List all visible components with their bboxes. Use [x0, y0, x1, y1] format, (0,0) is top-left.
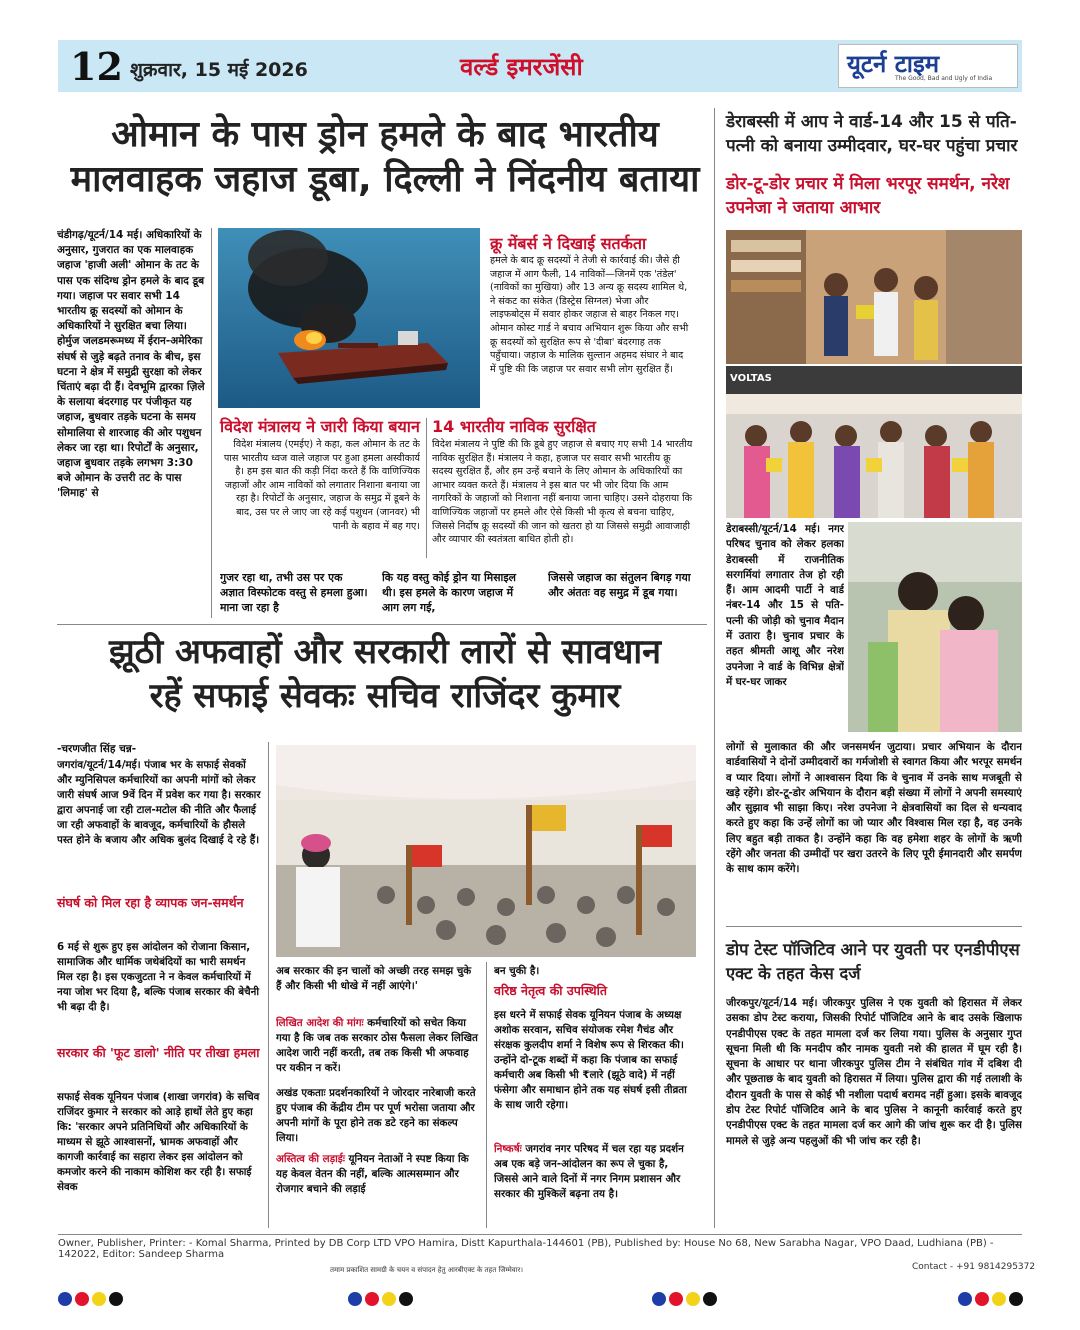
registration-dot-yellow	[92, 1292, 106, 1306]
registration-dot-yellow	[992, 1292, 1006, 1306]
conclusion-label: निष्कर्षः	[494, 1143, 522, 1155]
mea-text: विदेश मंत्रालय (एमईए) ने कहा, कल ओमान के तट के पास भारतीय ध्वज वाले जहाज पर हुआ हमला अस्वीकार्य है। हम इस बात की कड़ी निंदा करते हैं कि वाणिज्यिक जहाजों और आम नाविकों को लगातार निशाना बनाया जा रहा है। रिपोर्टों के अनुसार, जहाज के समुद्र में डूबने के बाद, उस पर ले जाए जा रहे कई पशुधन (जानवर) भी पानी के बहाव में बह गए।	[223, 439, 420, 532]
registration-dot-black	[109, 1292, 123, 1306]
sailors-safe-text: विदेश मंत्रालय ने पुष्टि की कि डूबे हुए जहाज से बचाए गए सभी 14 भारतीय नाविक सुरक्षित हैं। मंत्रालय ने कहा, हजाज पर सवार सभी भारतीय क्रू सदस्य सुरक्षित हैं, और हम उन्हें बचाने के लिए ओमान के अधिकारियों का आभार व्यक्त करते हैं। मंत्रालय ने इस बात पर भी जोर दिया कि आम नागरिकों के जहाजों को निशाना नहीं बनाया जाना चाहिए। उसने दोहराया कि वाणिज्यिक जहाजों पर हमले और ऐसे किसी भी कृत्य से बचना चाहिए, जिससे निर्दोष क्रू सदस्यों की जान को खतरा हो या जिससे समुद्री आवाजाही और व्यापार की स्वतंत्रता बाधित होती हो।	[432, 439, 693, 546]
story3-wide-text: लोगों से मुलाकात की और जनसमर्थन जुटाया। प्रचार अभियान के दौरान वार्डवासियों ने दोनों उम्मीदवारों का गर्मजोशी से स्वागत किया और भरपूर समर्थन व प्यार दिया। लोगों ने आश्वासन दिया कि वे चुनाव में उनके साथ मजबूती से खड़े रहेंगे। डोर-टू-डोर अभियान के दौरान बड़ी संख्या में लोगों ने अपनी समस्याएं और सुझाव भी साझा किए। नरेश उपनेजा ने क्षेत्रवासियों का दिल से धन्यवाद करते हुए कहा कि उन्हें लोगों का जो प्यार और विश्वास मिल रहा है, वह उनके लिए बहुत बड़ी ताकत है। उन्होंने कहा कि वह हमेशा शहर के लोगों के ऋणी रहेंगे और जनता की उम्मीदों पर खरा उतरने के लिए पूरी ईमानदारी और समर्पण के साथ काम करेंगे।	[726, 741, 1022, 876]
campaign-photo-2	[726, 366, 1022, 518]
story1-lead-text: चंडीगढ़/यूटर्न/14 मई। अधिकारियों के अनुसार, गुजरात का एक मालवाहक जहाज 'हाजी अली' ओमान के तट के पास एक संदिग्ध ड्रोन हमले के बाद डूब गया। जहाज पर सवार सभी 14 भारतीय क्रू सदस्यों को ओमान के अधिकारियों ने सुरक्षित बचा लिया। होर्मुज जलडमरूमध्य में ईरान-अमेरिका संघर्ष से जुड़े बढ़ते तनाव के बीच, इस घटना ने क्षेत्र में समुद्री सुरक्षा को लेकर चिंताएं बढ़ा दी हैं। देवभूमि द्वारका ज़िले के सलाया बंदरगाह पर पंजीकृत यह जहाज, बुधवार तड़के घटना के समय सोमालिया से शारजाह की ओर पशुधन लेकर जा रहा था। रिपोर्टों के अनुसार, जहाज बुधवार तड़के लगभग 3:30 बजे ओमान के उत्तरी तट के पास 'लिमाह' से	[57, 229, 205, 500]
written-order-label: लिखित आदेश की मांगः	[276, 1017, 364, 1029]
story2-headline: झूठी अफवाहों और सरकारी लारों से सावधान रहें सफाई सेवकः सचिव राजिंदर कुमार	[108, 632, 662, 716]
ship-fire-photo	[218, 228, 480, 408]
registration-dot-red	[365, 1292, 379, 1306]
registration-dot-yellow	[686, 1292, 700, 1306]
registration-dot-yellow	[382, 1292, 396, 1306]
story2-conclusion	[494, 1142, 696, 1230]
footer-rule	[58, 1234, 1022, 1235]
voltas-sign: VOLTAS	[730, 373, 772, 384]
crew-text: हमले के बाद क्रू सदस्यों ने तेजी से कार्रवाई की। जैसे ही जहाज में आग फैली, 14 नाविकों—जिनमें एक 'तंडेल' (नाविकों का मुखिया) और 13 अन्य क्रू सदस्य शामिल थे, ने संकट का संकेत (डिस्ट्रेस सिग्नल) भेजा और लाइफबोट्स में सवार होकर जहाज से बाहर निकल गए। ओमान कोस्ट गार्ड ने बचाव अभियान शुरू किया और सभी क्रू सदस्यों को सुरक्षित रूप से 'दीबा' बंदरगाह तक पहुँचाया। जहाज के मालिक सुल्तान अहमद संघार ने बाद में पुष्टि की कि जहाज पर सवार सभी लोग सुरक्षित हैं।	[490, 255, 689, 375]
issue-date: शुक्रवार, 15 मई 2026	[130, 59, 308, 81]
story2-byline: -चरणजीत सिंह चन्न-	[57, 743, 137, 755]
registration-dot-blue	[58, 1292, 72, 1306]
story2-existence	[276, 1152, 480, 1228]
logo-tagline: The Good, Bad and Ugly of India	[895, 75, 993, 82]
story1-cont-1: गुजर रहा था, तभी उस पर एक अज्ञात विस्फोटक वस्तु से हमला हुआ। माना जा रहा है	[220, 571, 368, 614]
story2-para-2: 6 मई से शुरू हुए इस आंदोलन को रोजाना किसान, सामाजिक और धार्मिक जथेबंदियों का भारी समर्थन मिल रहा है। इस एकजुटता ने न केवल कर्मचारियों में नया जोश भर दिया है, बल्कि पंजाब सरकार की बेचैनी भी बढ़ा दी है।	[57, 941, 259, 1013]
existence-text: यूनियन नेताओं ने स्पष्ट किया कि यह केवल वेतन की नहीं, बल्कि आत्मसम्मान और रोजगार बचाने की लड़ाई	[276, 1153, 469, 1195]
story-divider	[57, 624, 707, 625]
story2-para-1: जगरांव/यूटर्न/14/मई। पंजाब भर के सफाई सेवकों और म्युनिसिपल कर्मचारियों का अपनी मांगों को लेकर जारी संघर्ष आज 9वें दिन में प्रवेश कर गया है। सरकार द्वारा अपनाई जा रही टाल-मटोल की नीति और फैलाई जा रही अफवाहों के बावजूद, कर्मचारियों के हौसले पस्त होने के बजाय और अधिक बुलंद दिखाई दे रहे हैं।	[57, 759, 261, 846]
registration-dot-black	[1009, 1292, 1023, 1306]
story2-subhead-2: सरकार की 'फूट डालो' नीति पर तीखा हमला	[57, 1045, 260, 1060]
campaign-photo-3	[848, 522, 1022, 732]
story2-unity: अखंड एकताः प्रदर्शनकारियों ने जोरदार नारेबाजी करते हुए पंजाब की केंद्रीय टीम पर पूर्ण भरोसा जताया और अपनी मांगों के पूरा होने तक डटे रहने का संकल्प लिया।	[276, 1087, 476, 1144]
page-number: 12	[70, 44, 123, 89]
page-column-divider	[714, 108, 715, 1228]
registration-dot-blue	[652, 1292, 666, 1306]
registration-dot-blue	[348, 1292, 362, 1306]
registration-dot-blue	[958, 1292, 972, 1306]
mea-heading: विदेश मंत्रालय ने जारी किया बयान	[220, 417, 420, 436]
story4-body: जीरकपुर/यूटर्न/14 मई। जीरकपुर पुलिस ने एक युवती को हिरासत में लेकर उसका डोप टेस्ट कराया, जिसकी रिपोर्ट पॉजिटिव आने के बाद उसके खिलाफ एनडीपीएस एक्ट के तहत मामला दर्ज कर लिया गया। पुलिस के अनुसार गुप्त सूचना मिली थी कि मनदीप कौर नामक युवती नशे की हालत में घूम रही है। सूचना के आधार पर थाना जीरकपुर पुलिस टीम ने संबंधित गांव में दबिश दी और पूछताछ के बाद युवती को हिरासत में लिया। पुलिस द्वारा की गई तलाशी के दौरान युवती के पास से कोई भी नशीला पदार्थ बरामद नहीं हुआ। इसके बावजूद डोप टेस्ट रिपोर्ट पॉजिटिव आने के बाद पुलिस ने कानूनी कार्रवाई करते हुए एनडीपीएस एक्ट के तहत मामला दर्ज कर आगे की जांच शुरू कर दी है। पुलिस मामले से जुड़े अन्य पहलुओं की भी जांच कर रही है।	[726, 997, 1022, 1147]
column-divider	[211, 228, 212, 618]
story2-col3-lead: बन चुकी है।	[494, 965, 540, 977]
conclusion-text: जगरांव नगर परिषद में चल रहा यह प्रदर्शन अब एक बड़े जन-आंदोलन का रूप ले चुका है, जिससे आने वाले दिनों में नगर निगम प्रशासन और सरकार की मुश्किलें बढ़ना तय है।	[494, 1143, 684, 1200]
column-divider	[268, 742, 269, 1228]
story1-cont-3: जिससे जहाज का संतुलन बिगड़ गया और अंततः वह समुद्र में डूब गया।	[548, 571, 691, 599]
story3-narrow-text: डेराबस्सी/यूटर्न/14 मई। नगर परिषद चुनाव को लेकर हलका डेराबस्सी में राजनीतिक सरगर्मियां लगातार तेज हो रही हैं। आम आदमी पार्टी ने वार्ड नंबर-14 और 15 से पति-पत्नी की जोड़ी को चुनाव मैदान में उतारा है। चुनाव प्रचार के तहत श्रीमती आशू और नरेश उपनेजा ने वार्ड के विभिन्न क्षेत्रों में घर-घर जाकर	[726, 523, 844, 688]
story3-headline: डेराबस्सी में आप ने वार्ड-14 और 15 से पति-पत्नी को बनाया उम्मीदवार, घर-घर पहुंचा प्रचार	[726, 112, 1018, 156]
registration-dot-black	[399, 1292, 413, 1306]
newspaper-logo	[838, 44, 1018, 88]
story2-col2-para-1: अब सरकार की इन चालों को अच्छी तरह समझ चुके हैं और किसी भी धोखे में नहीं आएंगे।'	[276, 965, 472, 992]
sailors-safe-heading: 14 भारतीय नाविक सुरक्षित	[432, 417, 596, 436]
story2-subhead-1: संघर्ष को मिल रहा है व्यापक जन-समर्थन	[57, 895, 244, 910]
story2-written-order	[276, 1016, 480, 1076]
campaign-photo-1	[726, 230, 1022, 364]
story4-headline: डोप टेस्ट पॉजिटिव आने पर युवती पर एनडीपीएस एक्ट के तहत केस दर्ज	[726, 940, 1020, 983]
registration-dot-red	[75, 1292, 89, 1306]
leadership-subhead: वरिष्ठ नेतृत्व की उपस्थिति	[494, 983, 608, 998]
footer-contact: Contact - +91 9814295372	[912, 1262, 1036, 1272]
story2-para-3: सफाई सेवक यूनियन पंजाब (शाखा जगरांव) के सचिव राजिंदर कुमार ने सरकार को आड़े हाथों लेते हुए कहा कि: 'सरकार अपने प्रतिनिधियों और अधिकारियों के माध्यम से झूठे आश्वासनों, भ्रामक अफवाहों और कागजी कार्रवाई का सहारा लेकर इस आंदोलन को कमजोर करने की नाकाम कोशिश कर रही है। सफाई सेवक	[57, 1091, 260, 1193]
registration-dot-red	[975, 1292, 989, 1306]
written-order-text: कर्मचारियों को सचेत किया गया है कि जब तक सरकार ठोस फैसला लेकर लिखित आदेश जारी नहीं करती, तब तक किसी भी अफवाह पर यकीन न करें।	[276, 1017, 478, 1074]
existence-label: अस्तित्व की लड़ाईः	[276, 1153, 345, 1165]
crew-heading: क्रू मेंबर्स ने दिखाई सतर्कता	[490, 234, 647, 253]
registration-dot-black	[703, 1292, 717, 1306]
registration-dot-red	[669, 1292, 683, 1306]
story-divider	[726, 926, 1022, 927]
footer-disclaimer: तमाम प्रकाशित सामग्री के चयन व संपादन हेतु आरबीएक्ट के तहत जिम्मेवार।	[330, 1266, 523, 1274]
column-divider	[486, 962, 487, 1228]
logo-text: यूटर्न टाइम	[847, 50, 940, 78]
story3-subheadline: डोर-टू-डोर प्रचार में मिला भरपूर समर्थन, नरेश उपनेजा ने जताया आभार	[726, 174, 1010, 218]
protest-photo	[276, 745, 696, 957]
section-title: वर्ल्ड इमरजेंसी	[460, 53, 583, 81]
story1-headline: ओमान के पास ड्रोन हमले के बाद भारतीय मालवाहक जहाज डूबा, दिल्ली ने निंदनीय बताया	[70, 114, 700, 200]
column-divider	[426, 418, 427, 558]
leadership-text: इस धरने में सफाई सेवक यूनियन पंजाब के अध्यक्ष अशोक सरवान, सचिव संयोजक रमेश गैचंड और संरक्षक कुलदीप शर्मा ने विशेष रूप से शिरकत की। उन्होंने दो-टूक शब्दों में कहा कि पंजाब का सफाई कर्मचारी अब किसी भी ₹लारे (झूठे वादे) में नहीं फंसेगा और समाधान होने तक यह संघर्ष इसी तीव्रता के साथ जारी रहेगा।	[494, 1009, 687, 1111]
story1-cont-2: कि यह वस्तु कोई ड्रोन या मिसाइल थी। इस हमले के कारण जहाज में आग लग गई,	[382, 571, 516, 614]
footer-imprint: Owner, Publisher, Printer: - Komal Sharma, Printed by DB Corp LTD VPO Hamira, Distt Kapurthala-144601 (PB), Published by: House No 68, New Sarabha Nagar, VPO Daad, Ludhiana (PB) - 142022, Editor: Sandeep Sharma	[58, 1238, 994, 1260]
